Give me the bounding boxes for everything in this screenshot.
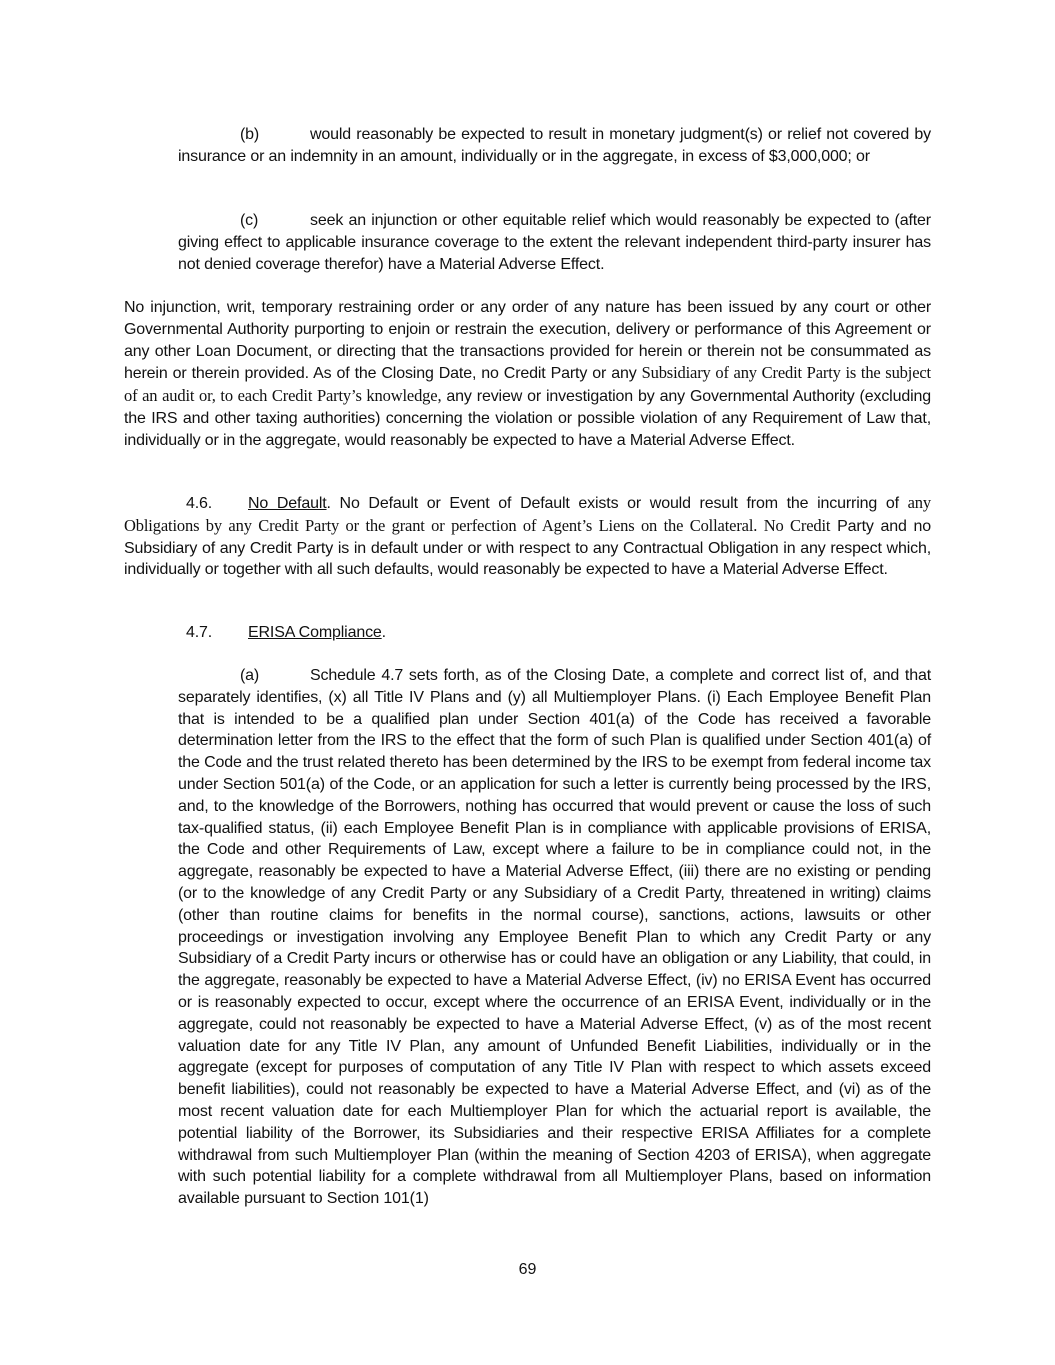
page-number: 69 xyxy=(518,1261,537,1278)
paragraph-injunction-text-1: No injunction, writ, temporary restraining order or any order of any nature has been issued by any court or other Governmental Authority purporting to enjoin or restrain the execution, delivery or performance of this Agreement or any other Loan Document, or directing that the transactions provided for herein or therein not be consummated as herein or therein provided. As of the Closing Date, no Credit Party or any xyxy=(124,299,931,383)
paragraph-a-text: Schedule 4.7 sets forth, as of the Closing Date, a complete and correct list of, and that separately identifies, (x) all Title IV Plans and (y) all Multiemployer Plans. (i) Each Employee Benefit Plan that is intended to be a qualified plan under Section 401(a) of the Code has received a favorable determination letter from the IRS to the effect that the form of such Plan is qualified under Section 401(a) of the Code and the trust related thereto has been determined by the IRS to be exempt from federal income tax under Section 501(a) of the Code, or an application for such a letter is currently being processed by the IRS, and, to the knowledge of the Borrowers, nothing has occurred that would prevent or cause the loss of such tax-qualified status, (ii) each Employee Benefit Plan is in compliance with applicable provisions of ERISA, the Code and other Requirements of Law, except where a failure to be in compliance could not, in the aggregate, reasonably be expected to have a Material Adverse Effect, (iii) there are no existing or pending (or to the knowledge of any Credit Party or any Subsidiary of a Credit Party, threatened in writing) claims (other than routine claims for benefits in the normal course), sanctions, actions, lawsuits or other proceedings or investigation involving any Employee Benefit Plan to which any Credit Party or any Subsidiary of a Credit Party incurs or otherwise has or could have an obligation or any Liability, that could, in the aggregate, reasonably be expected to have a Material Adverse Effect, (iv) no ERISA Event has occurred or is reasonably expected to occur, except where the occurrence of an ERISA Event, individually or in the aggregate, could not reasonably be expected to have a Material Adverse Effect, (v) as of the most recent valuation date for any Title IV Plan, any amount of Unfunded Benefit Liabilities, individually or in the aggregate (except for purposes of computation of any Title IV Plan with respect to which assets exceed benefit liabilities), could not reasonably be expected to have a Material Adverse Effect, and (vi) as of the most recent valuation date for each Multiemployer Plan for which the actuarial report is available, the potential liability of the Borrower, its Subsidiaries and their respective ERISA Affiliates for a complete withdrawal from such Multiemployer Plan (within the meaning of Section 4203 of ERISA), when aggregate with such potential liability for a complete withdrawal from all Multiemployer Plans, based on information available pursuant to Section 101(1) xyxy=(178,667,931,1208)
paragraph-a-label: (a) xyxy=(240,667,260,684)
section-4-7-heading-line xyxy=(124,622,931,644)
section-4-6-text-2: Party and no Subsidiary of any Credit Party is in default under or with respect to any Contractual Obligation in any respect which, individually or together with all such defaults, would reasonably be expected to have a Material Adverse Effect. xyxy=(124,517,931,579)
section-4-6-heading: No Default xyxy=(248,495,327,512)
paragraph-a xyxy=(178,665,931,1210)
paragraph-c-label: (c) xyxy=(240,212,259,229)
paragraph-c xyxy=(178,210,931,275)
paragraph-b-label: (b) xyxy=(240,126,260,143)
paragraph-injunction xyxy=(124,297,931,452)
section-4-7-heading-suffix: . xyxy=(381,624,386,641)
paragraph-injunction-text-2: any review or investigation by any Governmental Authority (excluding the IRS and other taxing authorities) concerning the violation or possible violation of any Requirement of Law that, individually or in the aggregate, would reasonably be expected to have a Material Adverse Effect. xyxy=(124,388,931,449)
section-4-6-text-1: . No Default or Event of Default exists or would result from the incurring of xyxy=(326,495,908,512)
paragraph-b xyxy=(178,124,931,168)
section-4-7-number: 4.7. xyxy=(186,624,213,641)
section-4-7-heading: ERISA Compliance xyxy=(248,624,382,641)
paragraph-c-text: seek an injunction or other equitable relief which would reasonably be expected to (after giving effect to applicable insurance coverage to the extent the relevant independent third-party insurer has not denied coverage therefor) have a Material Adverse Effect. xyxy=(178,212,931,273)
paragraph-injunction-text-serif: Subsidiary of any Credit Party is the subject of an audit or, to each Credit Party’s knowledge, xyxy=(124,363,931,406)
section-4-6 xyxy=(124,492,931,581)
section-4-6-text-serif: any Obligations by any Credit Party or the grant or perfection of Agent’s Liens on the Collateral. No Credit xyxy=(124,493,931,535)
section-4-6-number: 4.6. xyxy=(186,495,213,512)
paragraph-b-text: would reasonably be expected to result in monetary judgment(s) or relief not covered by insurance or an indemnity in an amount, individually or in the aggregate, in excess of $3,000,000; or xyxy=(178,126,931,165)
